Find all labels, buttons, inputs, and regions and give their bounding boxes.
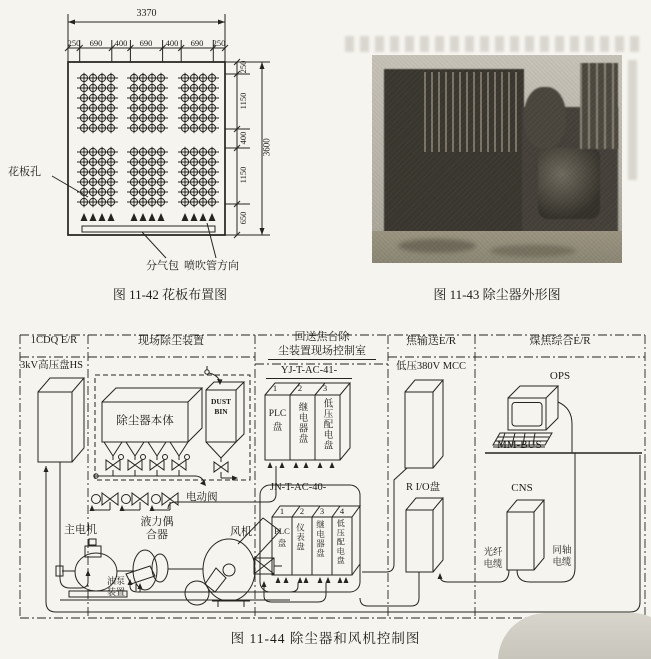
page-bleed-through-edge [628, 60, 643, 180]
dim-row-1: 250 [237, 60, 248, 74]
dim-col-4: 690 [139, 38, 153, 48]
label-mm-bus: MM-BUS [497, 439, 542, 451]
jn-relay-panel: 继电器盘 [315, 520, 326, 558]
yj-plc-panel-line1: PLC [268, 409, 287, 419]
label-coax-cable-line2: 电缆 [552, 558, 572, 568]
dim-row-4: 1150 [237, 166, 248, 184]
section-title-control-room-line2: 尘装置现场控制室 [268, 345, 376, 360]
dim-col-1: 250 [67, 38, 81, 48]
yj-cabinet-no-2: 2 [297, 383, 303, 393]
dim-total-height: 3600 [261, 138, 272, 157]
section-title-coke-transport-er: 焦输送E/R [405, 335, 457, 347]
jn-cabinet-no-3: 3 [319, 506, 325, 516]
yj-plc-panel-line2: 盘 [272, 423, 283, 433]
label-blow-pipe-direction: 喷吹管方向 [184, 260, 239, 272]
figure-11-44 [0, 330, 651, 630]
yj-relay-panel: 继电器盘 [296, 402, 307, 444]
label-oil-pump-line2: 装置 [106, 587, 125, 597]
label-coax-cable-line1: 同轴 [552, 546, 572, 556]
photo-grain-overlay [372, 55, 622, 263]
label-main-motor: 主电机 [64, 524, 97, 536]
section-title-coal-coke-er: 煤焦综合E/R [529, 335, 591, 347]
label-lv-380v-mcc: 低压380V MCC [395, 361, 467, 372]
dim-col-5: 400 [165, 38, 179, 48]
label-cns: CNS [511, 482, 533, 494]
jn-plc-panel-line2: 盘 [277, 538, 287, 548]
label-fiber-cable-line1: 光纤 [483, 548, 503, 558]
dim-row-3: 400 [237, 131, 248, 145]
section-title-onsite-dust-device: 现场除尘装置 [138, 335, 204, 347]
figure-11-42 [0, 0, 340, 312]
label-3kv-hv-panel: 3kV高压盘HS [20, 360, 84, 371]
yj-lv-distribution-panel: 低压配电盘 [321, 398, 332, 451]
page-bleed-through [345, 36, 643, 52]
page-corner-artifact [498, 613, 651, 659]
caption-fig-11-42: 图 11-42 花板布置图 [112, 287, 228, 302]
section-title-control-room-line1: 回送焦台除 [294, 331, 350, 343]
label-hydraulic-coupling-line1: 液力偶 [140, 516, 174, 528]
label-air-distribution-bag: 分气包 [146, 260, 179, 272]
label-remote-io-panel: R I/O盘 [405, 482, 441, 493]
caption-fig-11-44: 图 11-44 除尘器和风机控制图 [230, 631, 421, 646]
dim-col-7: 250 [212, 38, 226, 48]
dust-collector-photo [372, 55, 622, 263]
dim-col-2: 690 [89, 38, 103, 48]
label-motor-valve: 电动阀 [186, 492, 218, 503]
dim-col-3: 400 [114, 38, 128, 48]
jn-plc-panel-line1: PLC [274, 526, 290, 536]
label-hydraulic-coupling-line2: 合器 [146, 529, 168, 541]
label-dust-bin-line2: BIN [214, 407, 228, 416]
jn-lv-distribution-panel: 低压配电盘 [336, 519, 346, 565]
label-fan: 风机 [230, 526, 252, 538]
label-plate-hole: 花板孔 [8, 166, 41, 178]
dim-row-5: 650 [237, 211, 248, 225]
jn-cabinet-no-2: 2 [299, 506, 305, 516]
jn-cabinet-no-1: 1 [279, 506, 285, 516]
dim-total-width: 3370 [136, 8, 157, 19]
dim-col-6: 690 [190, 38, 204, 48]
yj-cabinet-no-3: 3 [322, 383, 328, 393]
label-dust-bin-line1: DUST [210, 397, 231, 406]
label-collector-body: 除尘器本体 [116, 415, 174, 427]
yj-cabinet-no-1: 1 [272, 383, 278, 393]
jn-instrument-panel: 仪表盘 [295, 523, 306, 552]
label-oil-pump-line1: 油泵 [106, 576, 125, 586]
caption-fig-11-43: 图 11-43 除尘器外形图 [433, 287, 561, 302]
jn-cabinet-no-4: 4 [339, 506, 345, 516]
label-ops: OPS [549, 370, 571, 382]
label-fiber-cable-line2: 电缆 [483, 560, 503, 570]
label-jn-cabinet-group: JN-T-AC-40- [270, 482, 327, 493]
dim-row-2: 1150 [237, 92, 248, 110]
label-yj-cabinet-group: YJ-T-AC-41- [266, 365, 352, 379]
section-title-1cdq-er: 1CDQ E/R [30, 335, 78, 346]
